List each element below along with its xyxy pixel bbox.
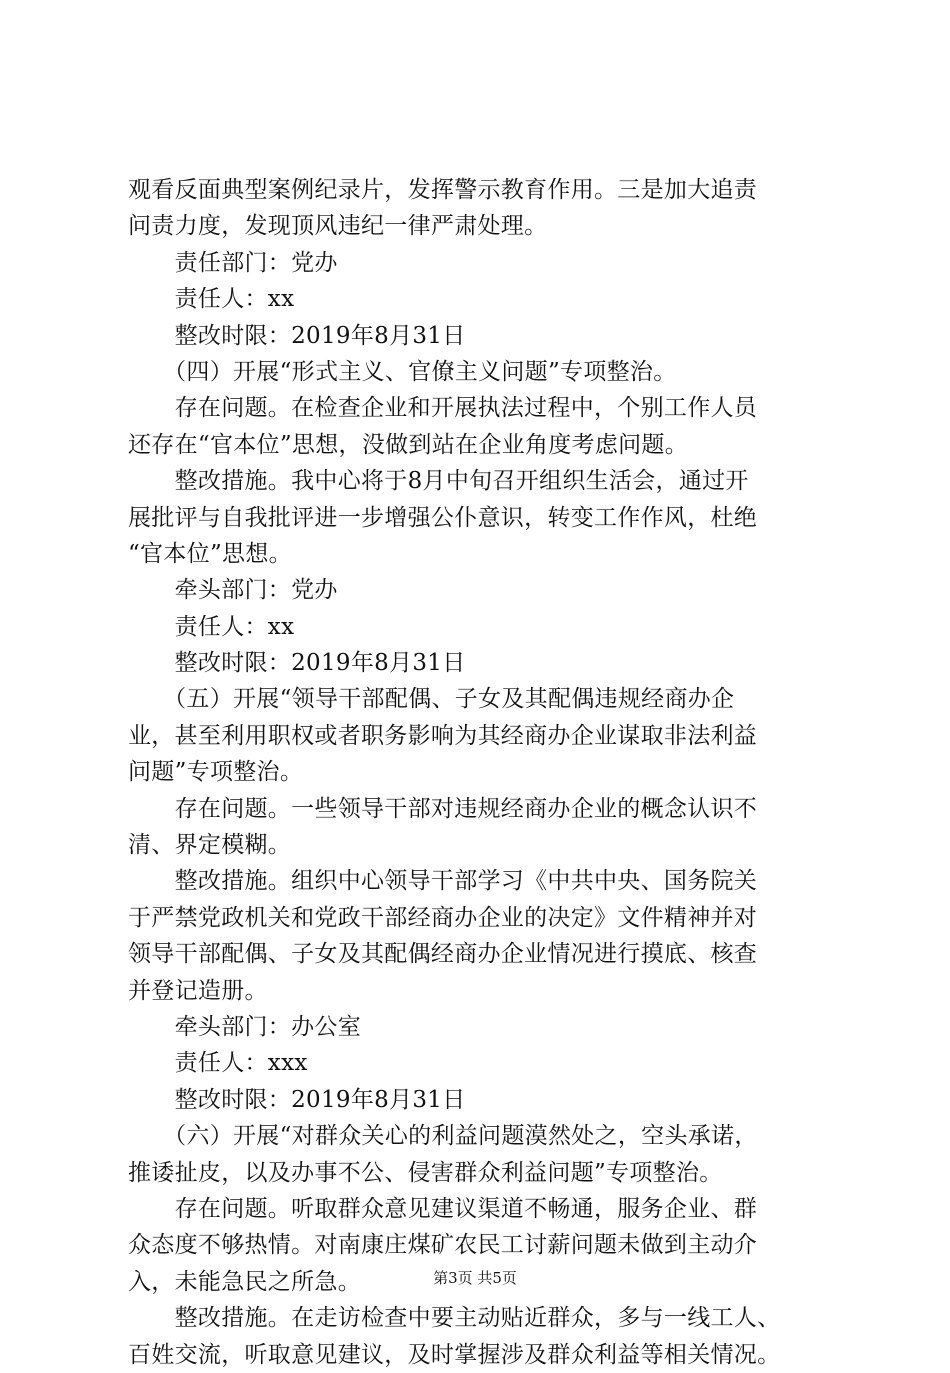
text-line: 还存在“官本位”思想，没做到站在企业角度考虑问题。: [128, 431, 689, 458]
text-line: 展批评与自我批评进一步增强公仆意识，转变工作作风，杜绝: [128, 504, 758, 531]
text-line: 牵头部门：办公室: [128, 1013, 361, 1040]
text-line: 责任部门：党办: [128, 249, 338, 276]
text-line: 推诿扯皮，以及办事不公、侵害群众利益问题”专项整治。: [128, 1159, 723, 1186]
text-line: 百姓交流，听取意见建议，及时掌握涉及群众利益等相关情况。: [128, 1341, 781, 1368]
text-line: 问题”专项整治。: [128, 759, 304, 786]
text-line: 问责力度，发现顶风违纪一律严肃处理。: [128, 213, 548, 240]
text-line: 整改措施。在走访检查中要主动贴近群众，多与一线工人、: [128, 1305, 781, 1332]
text-line: 整改时限：2019年8月31日: [128, 1086, 466, 1113]
text-line: 领导干部配偶、子女及其配偶经商办企业情况进行摸底、核查: [128, 941, 758, 968]
text-line: 整改时限：2019年8月31日: [128, 650, 466, 677]
text-line: 整改时限：2019年8月31日: [128, 322, 466, 349]
text-line: 业，甚至利用职权或者职务影响为其经商办企业谋取非法利益: [128, 722, 758, 749]
text-line: 于严禁党政机关和党政干部经商办企业的决定》文件精神并对: [128, 904, 758, 931]
text-line: 牵头部门：党办: [128, 577, 338, 604]
text-line: 并登记造册。: [128, 977, 268, 1004]
page-number-footer: 第3页 共5页: [433, 1269, 517, 1287]
text-line: 存在问题。听取群众意见建议渠道不畅通，服务企业、群: [128, 1195, 758, 1222]
text-line: 整改措施。我中心将于8月中旬召开组织生活会，通过开: [128, 468, 749, 495]
text-line: 清、界定模糊。: [128, 832, 292, 859]
text-line: 存在问题。一些领导干部对违规经商办企业的概念认识不: [128, 795, 758, 822]
text-line: “官本位”思想。: [128, 540, 292, 567]
text-line: 责任人：xx: [128, 613, 295, 640]
text-line: 入，未能急民之所急。: [128, 1268, 361, 1295]
text-line: 存在问题。在检查企业和开展执法过程中，个别工作人员: [128, 395, 758, 422]
text-line: 整改措施。组织中心领导干部学习《中共中央、国务院关: [128, 868, 758, 895]
text-line: 观看反面典型案例纪录片，发挥警示教育作用。三是加大追责: [128, 177, 758, 203]
text-line: 责任人：xx: [128, 286, 295, 313]
section-heading: （六）开展“对群众关心的利益问题漠然处之，空头承诺，: [128, 1123, 758, 1150]
text-line: 责任人：xxx: [128, 1050, 308, 1077]
section-heading: （四）开展“形式主义、官僚主义问题”专项整治。: [128, 358, 677, 385]
section-heading: （五）开展“领导干部配偶、子女及其配偶违规经商办企: [128, 686, 735, 713]
text-line: 众态度不够热情。对南康庄煤矿农民工讨薪问题未做到主动介: [128, 1232, 758, 1259]
document-body: [128, 172, 838, 1373]
